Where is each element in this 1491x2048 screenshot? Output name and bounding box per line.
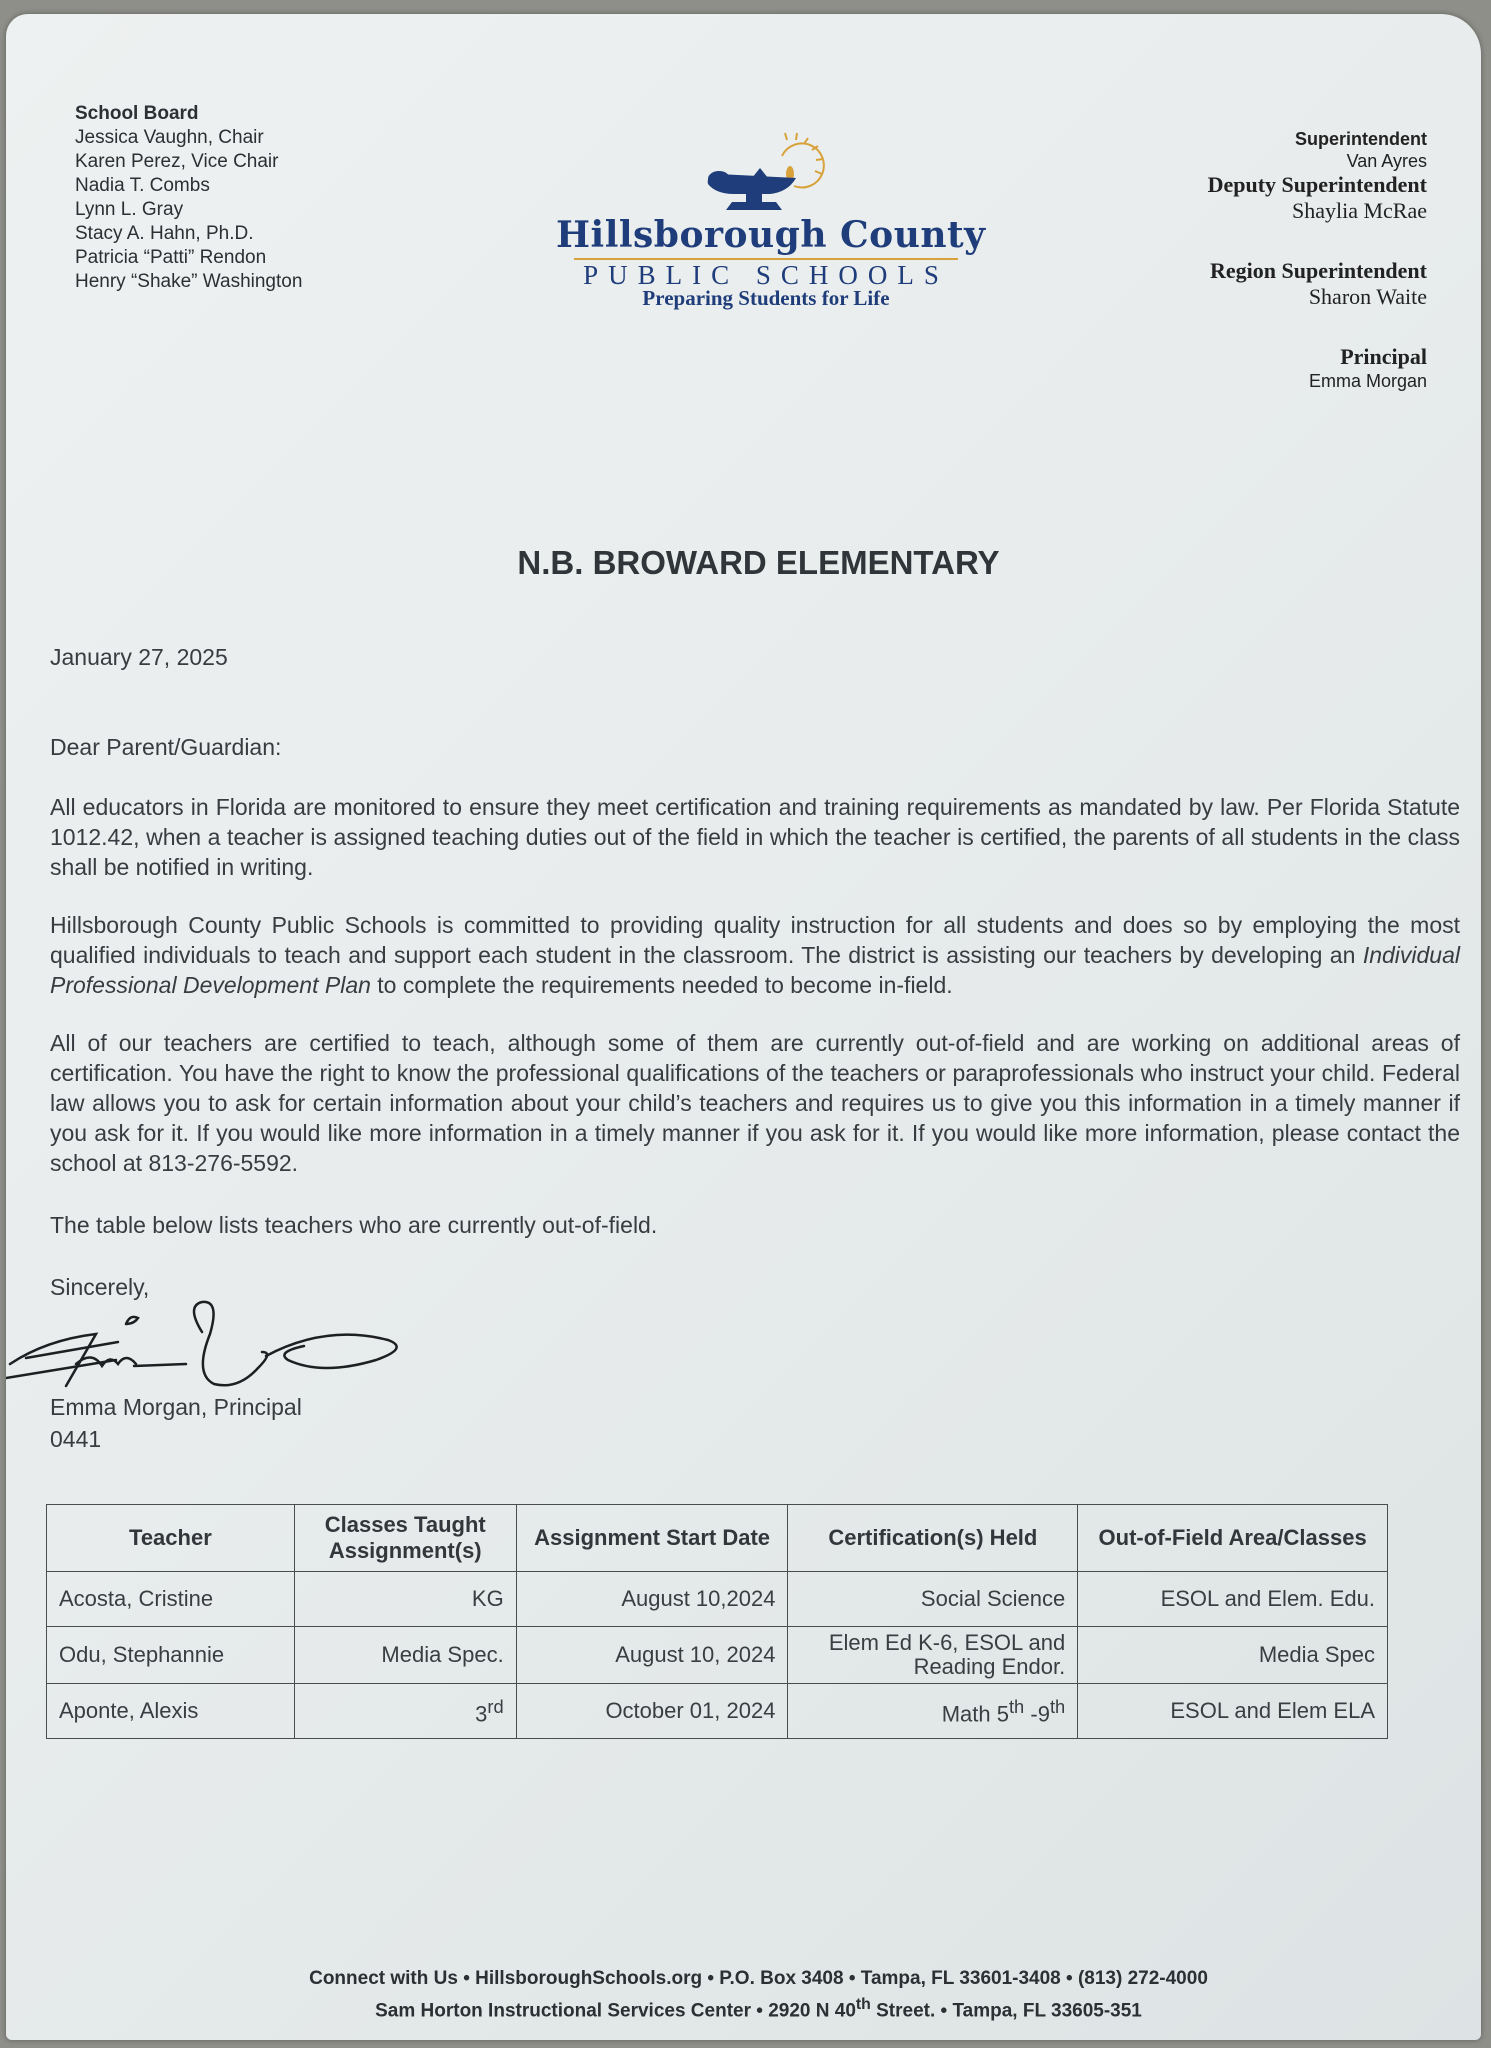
board-member: Jessica Vaughn, Chair <box>75 127 264 148</box>
table-row <box>47 1572 1388 1627</box>
cell-classes: Media Spec. <box>294 1627 516 1684</box>
board-member: Karen Perez, Vice Chair <box>75 151 279 172</box>
principal-title: Principal <box>1340 344 1427 369</box>
cell-teacher: Aponte, Alexis <box>47 1684 295 1739</box>
signer-number: 0441 <box>50 1426 102 1452</box>
principal-name: Emma Morgan <box>1308 371 1427 391</box>
paragraph-2: Hillsborough County Public Schools is committed to providing quality instruction for all students and does so by employing the most qualified individuals to teach and support each student in the classroom. The district is assisting our teachers by developing an Individual Professional Development Plan to complete the requirements needed to become in-field. <box>50 912 1460 998</box>
cell-certification: Elem Ed K-6, ESOL and Reading Endor. <box>788 1627 1078 1684</box>
closing: Sincerely, <box>50 1274 150 1300</box>
letter-greeting: Dear Parent/Guardian: <box>50 734 282 760</box>
administration-list <box>1208 128 1427 392</box>
cell-classes: 3rd <box>294 1684 516 1739</box>
superintendent-title: Superintendent <box>1294 129 1427 149</box>
paragraph-1: All educators in Florida are monitored to ensure they meet certification and training requirements as mandated by law. Per Florida Statute 1012.42, when a teacher is assigned teaching duties out of the field in which the teacher is certified, the parents of all students in the class shall be notified in writing. <box>50 794 1460 880</box>
cell-out-of-field: ESOL and Elem ELA <box>1078 1684 1388 1739</box>
board-member: Nadia T. Combs <box>75 175 210 196</box>
column-header-classes: Classes Taught Assignment(s) <box>294 1505 516 1572</box>
out-of-field-table <box>46 1504 1388 1739</box>
table-header-row <box>47 1505 1388 1572</box>
plan-name: Individual Professional Development Plan <box>50 942 1460 998</box>
column-header-out-of-field: Out-of-Field Area/Classes <box>1078 1505 1388 1572</box>
footer-address: Sam Horton Instructional Services Center • 2920 N 40th Street. • Tampa, FL 33605-351 <box>375 1996 1142 2022</box>
board-member: Patricia “Patti” Rendon <box>75 247 267 268</box>
cell-out-of-field: Media Spec <box>1078 1627 1388 1684</box>
column-header-teacher: Teacher <box>47 1505 295 1572</box>
paragraph-4: The table below lists teachers who are currently out-of-field. <box>50 1212 658 1238</box>
cell-teacher: Odu, Stephannie <box>47 1627 295 1684</box>
board-member: Lynn L. Gray <box>75 199 184 220</box>
board-member: Henry “Shake” Washington <box>75 271 303 292</box>
table-row <box>47 1627 1388 1684</box>
region-name: Sharon Waite <box>1308 284 1427 309</box>
board-member: Stacy A. Hahn, Ph.D. <box>75 223 254 244</box>
logo-subtitle: PUBLIC SCHOOLS <box>583 260 949 290</box>
school-name: N.B. BROWARD ELEMENTARY <box>517 544 1000 581</box>
logo-tagline: Preparing Students for Life <box>642 286 890 310</box>
footer <box>6 1966 1481 2024</box>
cell-certification: Math 5th -9th <box>788 1684 1078 1739</box>
district-logo <box>556 122 986 322</box>
table-row <box>47 1684 1388 1739</box>
cell-classes: KG <box>294 1572 516 1627</box>
column-header-start-date: Assignment Start Date <box>516 1505 788 1572</box>
signer-name: Emma Morgan, Principal <box>50 1394 302 1420</box>
paragraph-3: All of our teachers are certified to teach, although some of them are currently out-of-field and are working on additional areas of certification. You have the right to know the professional qualifications of the teachers or paraprofessionals who instruct your child. Federal law allows you to ask for certain information about your child’s teachers and requires us to give you this information in a timely manner if you ask for it. If you would like more information in a timely manner if you ask for it. If you would like more information, please contact the school at 813-276-5592. <box>50 1030 1460 1176</box>
footer-contact: Connect with Us • HillsboroughSchools.org • P.O. Box 3408 • Tampa, FL 33601-3408 • (813) 272-4000 <box>309 1968 1208 1989</box>
cell-start-date: August 10, 2024 <box>516 1627 788 1684</box>
cell-certification: Social Science <box>788 1572 1078 1627</box>
deputy-name: Shaylia McRae <box>1291 198 1427 223</box>
cell-start-date: August 10,2024 <box>516 1572 788 1627</box>
signature-icon <box>6 1294 406 1404</box>
deputy-title: Deputy Superintendent <box>1207 172 1427 197</box>
region-title: Region Superintendent <box>1210 258 1427 283</box>
letter-date: January 27, 2025 <box>50 644 228 670</box>
cell-start-date: October 01, 2024 <box>516 1684 788 1739</box>
school-board-list <box>75 102 302 294</box>
cell-teacher: Acosta, Cristine <box>47 1572 295 1627</box>
lamp-icon <box>556 122 976 218</box>
column-header-certification: Certification(s) Held <box>788 1505 1078 1572</box>
cell-out-of-field: ESOL and Elem. Edu. <box>1078 1572 1388 1627</box>
school-board-heading: School Board <box>75 103 199 124</box>
logo-name: Hillsborough County <box>556 214 986 256</box>
letter-page <box>6 14 1481 2040</box>
superintendent-name: Van Ayres <box>1346 151 1427 171</box>
